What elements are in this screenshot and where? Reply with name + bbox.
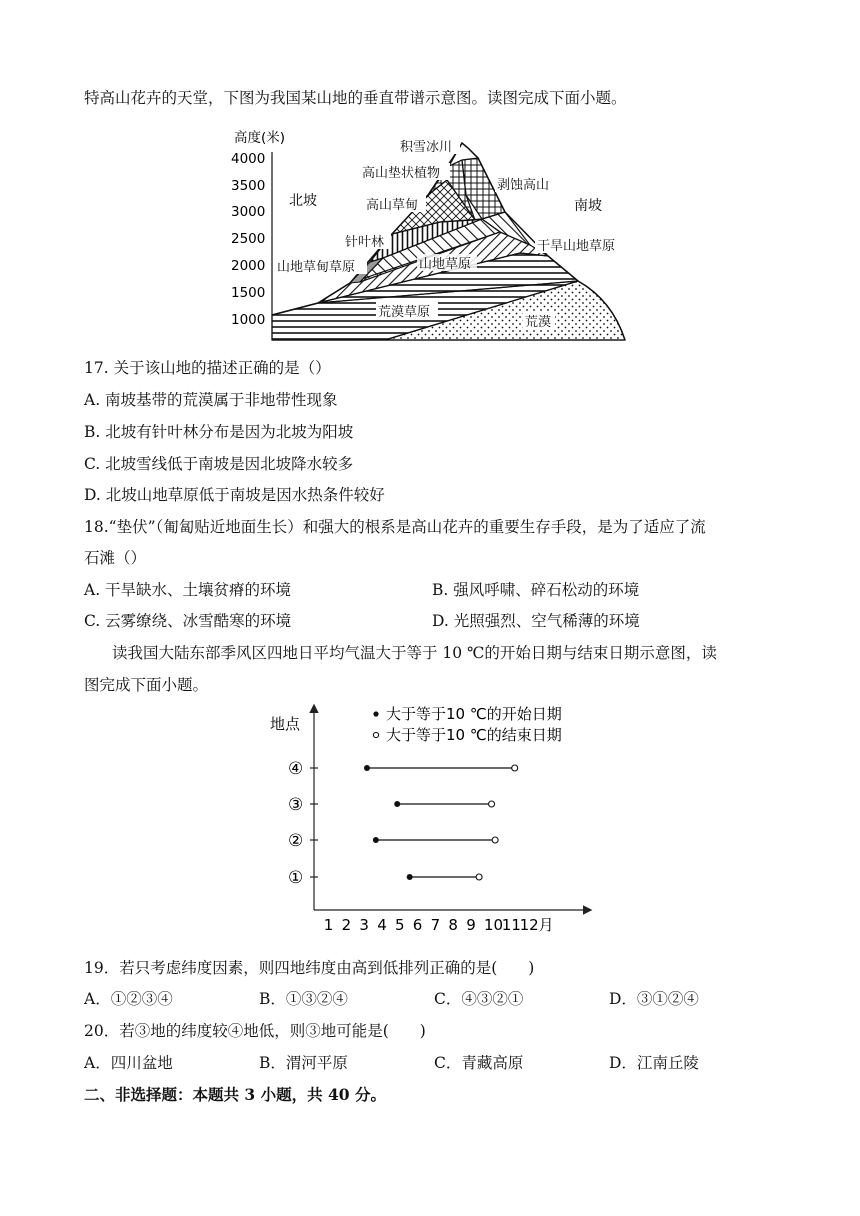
label-mountain-meadow-steppe: 山地草甸草原 [277,260,356,275]
q17-option-b: B. 北坡有针叶林分布是因为北坡为阳坡 [84,423,354,441]
q18-stem-line2: 石滩（） [84,549,147,567]
row-label: ④ [288,759,304,779]
legend-end-label: 大于等于10 ℃的结束日期 [386,726,562,744]
q18-option-c: C. 云雾缭绕、冰雪酷寒的环境 [84,612,292,630]
q17-stem: 17. 关于该山地的描述正确的是（） [84,359,331,377]
row-label: ① [288,868,304,888]
legend-end-marker [373,732,378,737]
section2-heading: 二、非选择题：本题共 3 小题，共 40 分。 [84,1085,386,1104]
q18-option-a: A. 干旱缺水、土壤贫瘠的环境 [84,581,292,599]
start-date-dot [364,765,370,771]
temperature-date-chart [262,700,602,940]
q20-option-a: A．四川盆地 [84,1054,173,1072]
end-date-dot [489,801,495,807]
q18-stem-line1: 18.“垫伏”（匍匐贴近地面生长）和强大的根系是高山花卉的重要生存手段，是为了适应了流 [84,518,706,536]
q20-option-c: C．青藏高原 [434,1054,524,1072]
q17-option-d: D. 北坡山地草原低于南坡是因水热条件较好 [84,486,385,504]
x-tick-label: 3 [359,916,369,934]
q19-option-b: B．①③②④ [259,990,348,1008]
end-date-dot [492,837,498,843]
q19-option-a: A．①②③④ [84,990,173,1008]
q19-stem: 19．若只考虑纬度因素，则四地纬度由高到低排列正确的是( ) [84,959,535,977]
y-tick: 3000 [231,204,266,220]
intro2-line2: 图完成下面小题。 [84,676,209,694]
q19-option-c: C．④③②① [434,990,524,1008]
end-date-dot [512,765,518,771]
y-tick: 2000 [231,258,266,274]
x-tick-label: 2 [341,916,352,934]
x-tick-label: 5 [395,916,405,934]
label-snow-glacier: 积雪冰川 [400,140,453,155]
x-tick-label: 1 [323,916,334,934]
intro-text: 特高山花卉的天堂，下图为我国某山地的垂直带谱示意图。读图完成下面小题。 [84,89,627,107]
x-tick-label: 12月 [519,916,554,934]
y-tick: 4000 [231,151,266,167]
north-slope-label: 北坡 [289,193,317,209]
intro2-line1: 读我国大陆东部季风区四地日平均气温大于等于 10 ℃的开始日期与结束日期示意图，读 [112,644,717,662]
label-eroded-alpine: 剥蚀高山 [497,178,550,193]
x-tick-label: 7 [430,916,441,934]
start-date-dot [407,874,413,880]
y-tick: 1000 [231,312,266,328]
q18-option-b: B. 强风呼啸、碎石松动的环境 [432,581,640,599]
y-tick: 2500 [231,231,266,247]
label-dry-mountain-steppe: 干旱山地草原 [537,239,616,254]
q17-option-a: A. 南坡基带的荒漠属于非地带性现象 [84,391,338,409]
end-date-dot [476,874,482,880]
x-tick-label: 6 [412,916,423,934]
x-tick-label: 4 [377,916,387,934]
q17-option-c: C. 北坡雪线低于南坡是因北坡降水较多 [84,455,354,473]
legend-start-marker [373,711,378,716]
q18-option-d: D. 光照强烈、空气稀薄的环境 [432,612,640,630]
start-date-dot [394,801,400,807]
label-alpine-meadow: 高山草甸 [366,198,419,213]
y-tick: 3500 [231,178,266,194]
x-tick-label: 11 [501,916,521,934]
south-slope-label: 南坡 [574,198,602,214]
row-label: ② [288,831,304,851]
x-tick-label: 9 [466,916,476,934]
q20-option-b: B．渭河平原 [259,1054,348,1072]
q20-stem: 20．若③地的纬度较④地低，则③地可能是( ) [84,1022,426,1040]
y-axis-label: 高度(米) [234,130,286,146]
x-tick-label: 8 [448,916,458,934]
chart-ylabel: 地点 [270,715,301,733]
label-desert-steppe: 荒漠草原 [378,305,431,320]
row-label: ③ [288,795,304,815]
q20-option-d: D．江南丘陵 [609,1054,699,1072]
y-tick: 1500 [231,285,266,301]
q19-option-d: D．③①②④ [609,990,699,1008]
label-mountain-steppe: 山地草原 [419,257,472,272]
label-conifer-forest: 针叶林 [345,235,385,250]
label-desert: 荒漠 [525,315,552,330]
x-tick-label: 10 [484,916,504,934]
legend-start-label: 大于等于10 ℃的开始日期 [386,705,562,723]
start-date-dot [373,837,379,843]
mountain-zonation-diagram [225,128,645,343]
label-cushion-plants: 高山垫状植物 [362,166,441,181]
